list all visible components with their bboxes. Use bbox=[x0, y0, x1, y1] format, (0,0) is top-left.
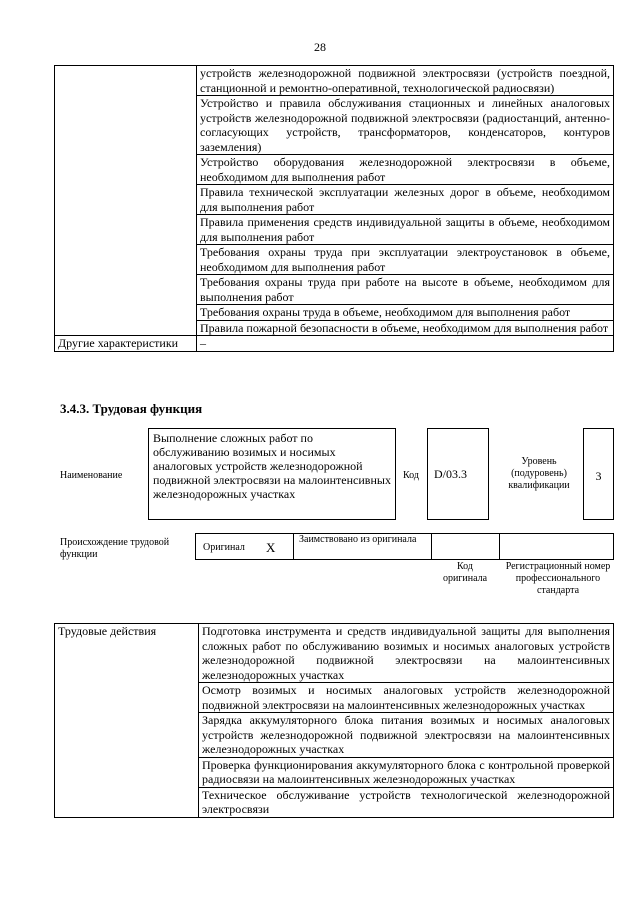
knowledge-row: Правила применения средств индивидуальной защиты в объеме, необходимом для выполнения работ bbox=[197, 215, 614, 245]
code-value-box: D/03.3 bbox=[427, 428, 489, 520]
action-row: Зарядка аккумуляторного блока питания возимых и носимых аналоговых устройств железнодорожной подвижной электросвязи на малоинтенсивных железнодорожных участках bbox=[199, 713, 614, 758]
level-label: Уровень (подуровень) квалификации bbox=[508, 456, 570, 491]
knowledge-row: Требования охраны труда при работе на высоте в объеме, необходимом для выполнения работ bbox=[197, 275, 614, 305]
origin-divider bbox=[431, 533, 432, 560]
registration-caption: Регистрационный номер профессионального стандарта bbox=[505, 561, 611, 596]
knowledge-row: Устройство и правила обслуживания стационных и линейных аналоговых устройств железнодорожной подвижной электросвязи (радиостанций, антенно-согласующих устройств, трансформаторов, конденсаторов, контуров заземления) bbox=[197, 96, 614, 155]
page-number: 28 bbox=[314, 40, 326, 54]
other-characteristics-value: – bbox=[197, 336, 614, 352]
action-row: Техническое обслуживание устройств технологической железнодорожной электросвязи bbox=[199, 787, 614, 817]
original-mark: X bbox=[266, 540, 276, 555]
name-label: Наименование bbox=[60, 470, 123, 481]
action-row: Подготовка инструмента и средств индивидуальной защиты для выполнения сложных работ по обслуживанию возимых и носимых аналоговых устройств железнодорожной подвижной электросвязи на малоинтенсивных железнодорожных участках bbox=[199, 624, 614, 683]
knowledge-row: Требования охраны труда при эксплуатации электроустановок в объеме, необходимом для выполнения работ bbox=[197, 245, 614, 275]
origin-divider bbox=[293, 533, 294, 560]
original-label: Оригинал bbox=[203, 542, 245, 553]
code-caption: Код оригинала bbox=[442, 561, 488, 584]
function-name-box: Выполнение сложных работ по обслуживанию возимых и носимых аналоговых устройств железнодорожной подвижной электросвязи на малоинтенсивных железнодорожных участках bbox=[148, 428, 396, 520]
action-row: Проверка функционирования аккумуляторного блока с контрольной проверкой радиосвязи на малоинтенсивных железнодорожных участках bbox=[199, 757, 614, 787]
other-characteristics-label: Другие характеристики bbox=[55, 336, 197, 352]
code-label: Код bbox=[403, 470, 419, 481]
section-title: 3.4.3. Трудовая функция bbox=[60, 401, 203, 416]
knowledge-row: Устройство оборудования железнодорожной электросвязи в объеме, необходимом для выполнения работ bbox=[197, 155, 614, 185]
knowledge-left-cell bbox=[55, 66, 197, 336]
knowledge-table bbox=[54, 65, 614, 352]
origin-divider bbox=[499, 533, 500, 560]
knowledge-row: устройств железнодорожной подвижной электросвязи (устройств поездной, станционной и ремонтно-оперативной, технологической радиосвязи) bbox=[197, 66, 614, 96]
action-row: Осмотр возимых и носимых аналоговых устройств железнодорожной подвижной электросвязи на малоинтенсивных железнодорожных участках bbox=[199, 683, 614, 713]
labor-actions-table bbox=[54, 623, 614, 818]
borrowed-label: Заимствовано из оригинала bbox=[299, 534, 417, 545]
knowledge-row: Требования охраны труда в объеме, необходимом для выполнения работ bbox=[197, 305, 614, 321]
level-value-box: 3 bbox=[583, 428, 614, 520]
knowledge-row: Правила пожарной безопасности в объеме, необходимом для выполнения работ bbox=[197, 320, 614, 336]
knowledge-row: Правила технической эксплуатации железных дорог в объеме, необходимом для выполнения работ bbox=[197, 185, 614, 215]
origin-label: Происхождение трудовой функции bbox=[60, 537, 170, 560]
labor-actions-label: Трудовые действия bbox=[55, 624, 199, 818]
